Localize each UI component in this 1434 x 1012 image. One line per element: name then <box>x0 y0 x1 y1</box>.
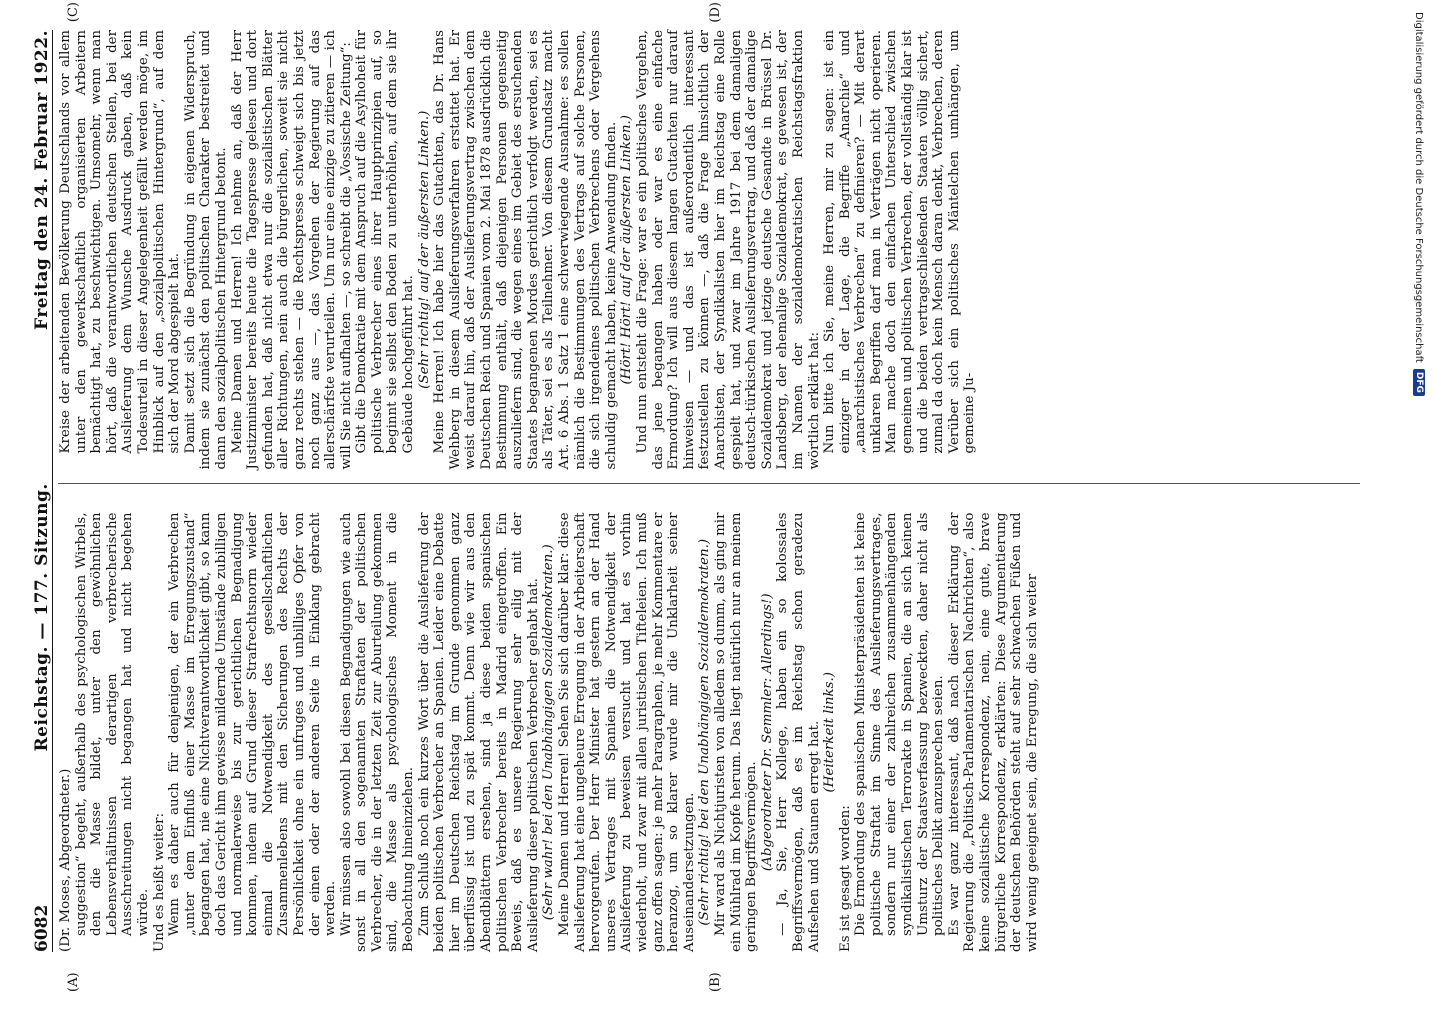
quote-paragraph: Gibt die Demokratie mit dem Anspruch auf die Asylhoheit für politische Verbrecher eines ihrer Hauptprinzipien auf, so beginnt sie selbst den Boden zu unterhöhlen, auf dem sie ihr Gebäude hochgeführt hat. <box>354 30 417 454</box>
right-column <box>58 2 1360 485</box>
paragraph: Mir ward als Nichtjuristen von alledem so dumm, als ging mir ein Mühlrad im Kopfe herum. Das liegt natürlich nur an meinem geringen Begriffsvermögen. <box>712 512 760 952</box>
digitization-note <box>1406 0 1432 1000</box>
paragraph: Wir müssen also sowohl bei diesen Begnadigungen wie auch sonst in all den sogenannten Straftaten der politischen Verbrecher, die in der letzten Zeit zur Aburteilung gekommen sind, die Masse als psychologisches Moment in die Beobachtung hineinziehen. <box>338 512 417 952</box>
dfg-logo: DFG <box>1413 369 1425 396</box>
margin-letter-a: (A) <box>66 972 81 992</box>
paragraph: Meine Herren! Ich habe hier das Gutachten, das Dr. Hans Wehberg in diesem Auslieferungsverfahren erstattet hat. Er weist darauf hin, daß der Auslieferungsvertrag zwischen dem Deutschen Reich und Spanien vom 2. Mai 1878 ausdrücklich die Bestimmung enthält, daß diejenigen Personen gegenseitig auszuliefern sind, die wegen eines im Gebiet des ersuchenden Staates begangenen Mordes gerichtlich verfolgt werden, sei es als Täter, sei es als Teilnehmer. Von diesem Grundsatz macht Art. 6 Abs. 1 Satz 1 eine schwerwiegende Ausnahme: es sollen nämlich die Bestimmungen des Vertrags auf solche Personen, die sich irgendeines politischen Verbrechens oder Vergehens schuldig gemacht haben, keine Anwendung finden. <box>432 30 619 470</box>
paragraph: Zum Schluß noch ein kurzes Wort über die Auslieferung der beiden politischen Verbrecher an Spanien. Leider eine Debatte hier im Deutschen Reichstag im Grunde genommen ganz überflüssig ist und zu spät kommt. Denn wie wir aus den Abendblättern ersehen, sind ja diese beiden spanischen politischen Verbrecher bereits in Madrid eingetroffen. Ein Beweis, daß es unsere Regierung sehr eilig mit der Auslieferung dieser politischen Verbrecher gehabt hat. <box>416 512 541 952</box>
session-date: Freitag den 24. Februar 1922. <box>32 30 52 330</box>
running-header <box>24 30 53 952</box>
paragraph: Meine Damen und Herren! Sehen Sie sich darüber klar: diese Auslieferung hat eine ungeheure Erregung in der Arbeiterschaft hervorgerufen. Der Herr Minister hat gestern an der Hand unseres Vertrages mit Spanien die Notwendigkeit der Auslieferung zu beweisen versucht und hat es vorhin wiederholt, und zwar mit allen juristischen Tifteleien. Ich muß ganz offen sagen: je mehr Paragraphen, je mehr Kommentare er heranzog, um so klarer wurde mir die Unklarheit seiner Auseinandersetzungen. <box>557 512 697 952</box>
speaker-line: (Dr. Moses, Abgeordneter.) <box>58 768 73 952</box>
paragraph: Es war ganz interessant, daß nach dieser Erklärung der Regierung die „Politisch-Parlamentarischen Nachrichten“, also keine sozialistische Korrespondenz, nein, eine gute, brave bürgerliche Korrespondenz, erklärten: Diese Argumentierung der deutschen Behörden steht auf sehr schwachen Füßen und wird wenig geeignet sein, die Erregung, die sich weiter <box>946 512 1040 952</box>
session-title: Reichstag. — 177. Sitzung. <box>32 483 52 752</box>
quote-paragraph: Wenn es daher auch für denjenigen, der ein Verbrechen „unter dem Einfluß einer Masse im Erregungszustand“ begangen hat, nie eine Nichtverantwortlichkeit gibt, so kann doch das Gericht ihm gewisse mildernde Umstände zubilligen und normalerweise bis zur gerichtlichen Begnadigung kommen, indem auf Grund dieser Strafrechtsnorm wieder einmal die Notwendigkeit des gesellschaftlichen Zusammenlebens mit den Sicherungen des Rechts der Persönlichkeit ohne ein unfruges und unbilliges Opfer von der einen oder der anderen Seite in Einklang gebracht werden. <box>167 512 339 936</box>
funding-text: Digitalisierung gefördert durch die Deutsche Forschungsgemeinschaft <box>1413 12 1425 363</box>
left-column <box>58 512 1360 992</box>
paragraph: — Ja, Sie, Herr Kollege, haben ein so kolossales Begriffsvermögen, daß es im Reichstag schon geradezu Aufsehen und Staunen erregt hat. <box>775 512 822 952</box>
page-number: 6082 <box>32 904 52 952</box>
quote-paragraph: Nun bitte ich Sie, meine Herren, mir zu sagen: ist ein einziger in der Lage, die Begriffe „Anarchie“ und „anarchistisches Verbrechen“ zu definieren? — Mit derart unklaren Begriffen darf man in Verträgen nicht operieren. Man mache doch den einfachen Unterschied zwischen gemeinen und politischen Verbrechen, der vollständig klar ist und die beiden vertragschließenden Staaten völlig sichert, zumal da doch kein Mensch daran denkt, Verbrechen, deren Verüber sich ein politisches Mäntelchen umhängen, um gemeine Ju- <box>822 30 978 454</box>
interjection: (Sehr richtig! bei den Unabhängigen Sozialdemokraten.) <box>697 538 713 926</box>
paragraph: Und es heißt weiter: <box>151 812 167 952</box>
paragraph: Damit setzt sich die Begründung in eigenen Widerspruch, indem sie zunächst den politischen Charakter bestreitet und dann den sozialpolitischen Hintergrund betont. <box>182 30 229 470</box>
interjection: (Hört! Hört! auf der äußersten Linken.) <box>619 115 635 385</box>
paragraph: suggestion“ begeht, außerhalb des psychologischen Wirbels, den die Masse bildet, unter den gewöhnlichen Lebensverhältnissen derartigen verbrecherische Ausschreitungen nicht begangen hat und nicht begehen würde. <box>73 512 151 936</box>
interjection: (Sehr richtig! auf der äußersten Linken.) <box>416 110 432 389</box>
margin-letter-b: (B) <box>708 972 723 992</box>
paragraph: Meine Damen und Herren! Ich nehme an, daß der Herr Justizminister bereits heute die Tagespresse gelesen und dort gefunden hat, daß nicht etwa nur die sozialistischen Blätter aller Richtungen, nein auch die bürgerlichen, soweit sie nicht ganz rechts stehen — die Rechtspresse schweigt sich bis jetzt noch ganz aus —, das Vorgehen der Regierung auf das allerschärfste verurteilen. Um nur eine einzige zu zitieren — ich will Sie nicht aufhalten —, so schreibt die „Vossische Zeitung“: <box>229 30 354 470</box>
interjection: (Abgeordneter Dr. Semmler: Allerdings!) <box>759 593 775 872</box>
quote-paragraph: Die Ermordung des spanischen Ministerpräsidenten ist keine politische Straftat im Sinne des Auslieferungsvertrages, sondern nur einer der zahlreichen zusammenhängenden syndikalistischen Terrorakte in Spanien, die an sich keinen Umsturz der Staatsverfassung bezweckten, daher nicht als politisches Delikt anzusprechen seien. <box>853 512 947 936</box>
interjection: (Heiterkeit links.) <box>822 672 838 793</box>
text-columns <box>58 2 1360 992</box>
interjection: (Sehr wahr! bei den Unabhängigen Sozialdemokraten.) <box>541 544 557 921</box>
margin-letter-d: (D) <box>708 2 723 23</box>
quote-paragraph: Kreise der arbeitenden Bevölkerung Deutschlands vor allem unter den gewerkschaftlich organisierten Arbeitern bemächtigt hat, zu beschwichtigen. Umsomehr, wenn man hört, daß die verantwortlichen deutschen Stellen, bei der Auslieferung dem Wunsche Ausdruck gaben, daß kein Todesurteil in dieser Angelegenheit gefällt werden möge, im Hinblick auf den „sozialpolitischen Hintergrund“, auf dem sich der Mord abgespielt hat. <box>58 30 183 454</box>
paragraph: Und nun entsteht die Frage: war es ein politisches Vergehen, das jene begangen haben oder war es eine einfache Ermordung? Ich will aus diesem langen Gutachten nur darauf hinweisen — und das ist außerordentlich interessant festzustellen zu können —, daß die Frage hinsichtlich der Anarchisten, der Syndikalisten hier im Reichstag eine Rolle gespielt hat, und zwar im Jahre 1917 bei dem damaligen deutsch-türkischen Auslieferungsvertrag, und daß der damalige Sozialdemokrat und jetzige deutsche Gesandte in Brüssel Dr. Landsberg, der ehemalige Sozialdemokrat, es gewesen ist, der im Namen der sozialdemokratischen Reichstagsfraktion wörtlich erklärt hat: <box>634 30 822 470</box>
margin-letter-c: (C) <box>66 2 81 23</box>
paragraph: Es ist gesagt worden: <box>837 805 853 952</box>
